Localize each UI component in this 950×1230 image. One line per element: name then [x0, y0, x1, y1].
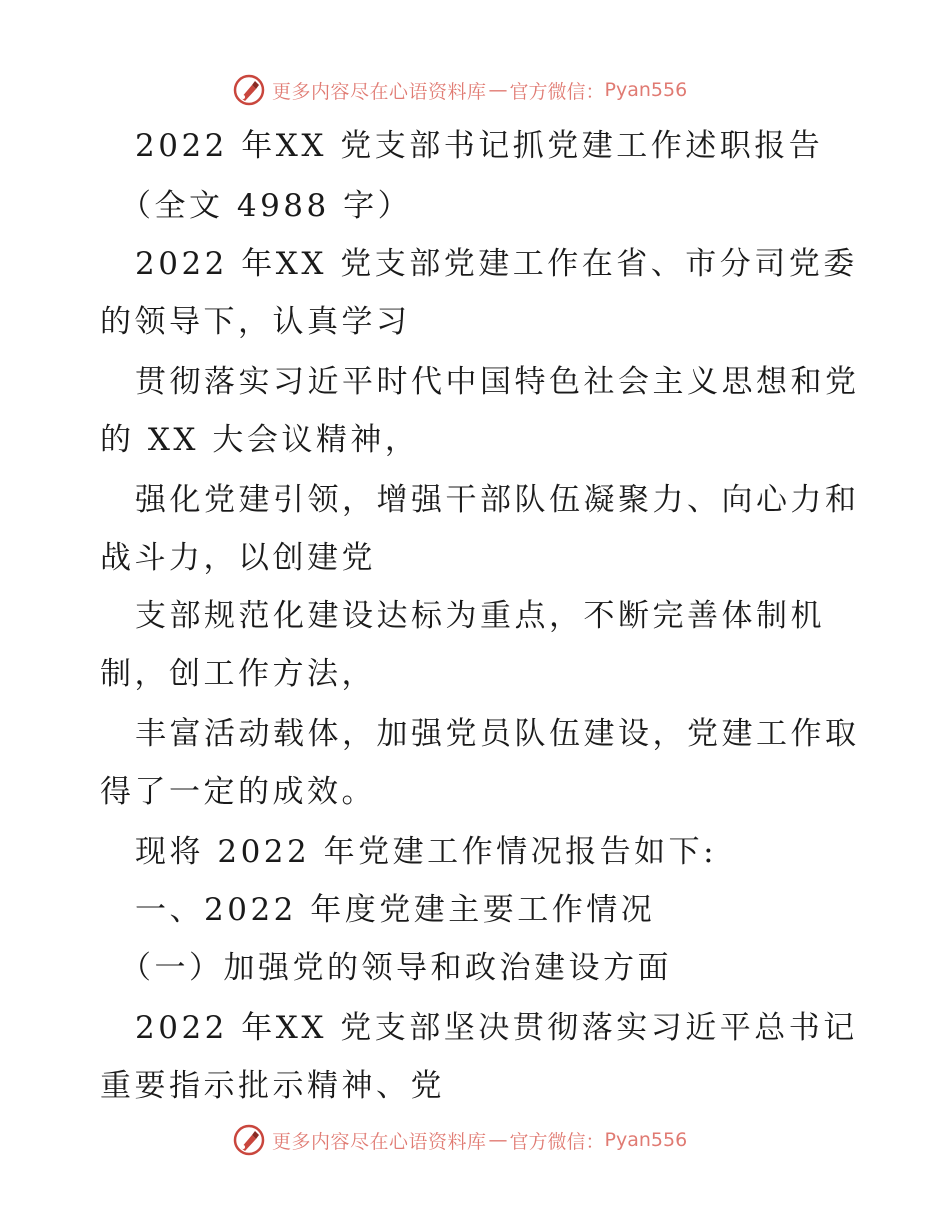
paragraph-line: 的 XX 大会议精神， — [100, 422, 420, 458]
subsection-heading: （一）加强党的领导和政治建设方面 — [120, 950, 672, 986]
paragraph-line: 支部规范化建设达标为重点，不断完善体制机 — [135, 598, 825, 634]
paragraph-line: 2022 年XX 党支部党建工作在省、市分司党委 — [135, 246, 858, 282]
paragraph-line: 贯彻落实习近平时代中国特色社会主义思想和党 — [135, 364, 860, 400]
paragraph-line: 战斗力，以创建党 — [100, 540, 376, 576]
paragraph-line: 的领导下，认真学习 — [100, 304, 411, 340]
paragraph-line: 得了一定的成效。 — [100, 774, 376, 810]
word-count: （全文 4988 字） — [120, 188, 413, 224]
section-heading: 一、2022 年度党建主要工作情况 — [135, 892, 656, 928]
header-watermark — [232, 70, 752, 110]
document-title: 2022 年XX 党支部书记抓党建工作述职报告 — [135, 128, 824, 164]
watermark-wechat-id: Pyan556 — [604, 1129, 688, 1151]
pen-logo-icon — [232, 1123, 266, 1157]
watermark-promo-text: 更多内容尽在心语资料库 — [272, 80, 487, 103]
watermark-wechat-id: Pyan556 — [604, 79, 688, 101]
paragraph-line: 强化党建引领，增强干部队伍凝聚力、向心力和 — [135, 482, 860, 518]
paragraph-line: 重要指示批示精神、党 — [100, 1068, 445, 1104]
watermark-promo-text: 更多内容尽在心语资料库 — [272, 1130, 487, 1153]
footer-watermark — [232, 1120, 752, 1160]
watermark-wechat-label: 官方微信： — [509, 1130, 605, 1153]
watermark-separator: — — [488, 79, 508, 101]
paragraph-line: 现将 2022 年党建工作情况报告如下: — [135, 834, 718, 870]
paragraph-line: 丰富活动载体，加强党员队伍建设，党建工作取 — [135, 716, 860, 752]
paragraph-line: 制，创工作方法， — [100, 656, 376, 692]
pen-logo-icon — [232, 73, 266, 107]
watermark-separator: — — [488, 1129, 508, 1151]
watermark-wechat-label: 官方微信： — [509, 80, 605, 103]
paragraph-line: 2022 年XX 党支部坚决贯彻落实习近平总书记 — [135, 1010, 858, 1046]
